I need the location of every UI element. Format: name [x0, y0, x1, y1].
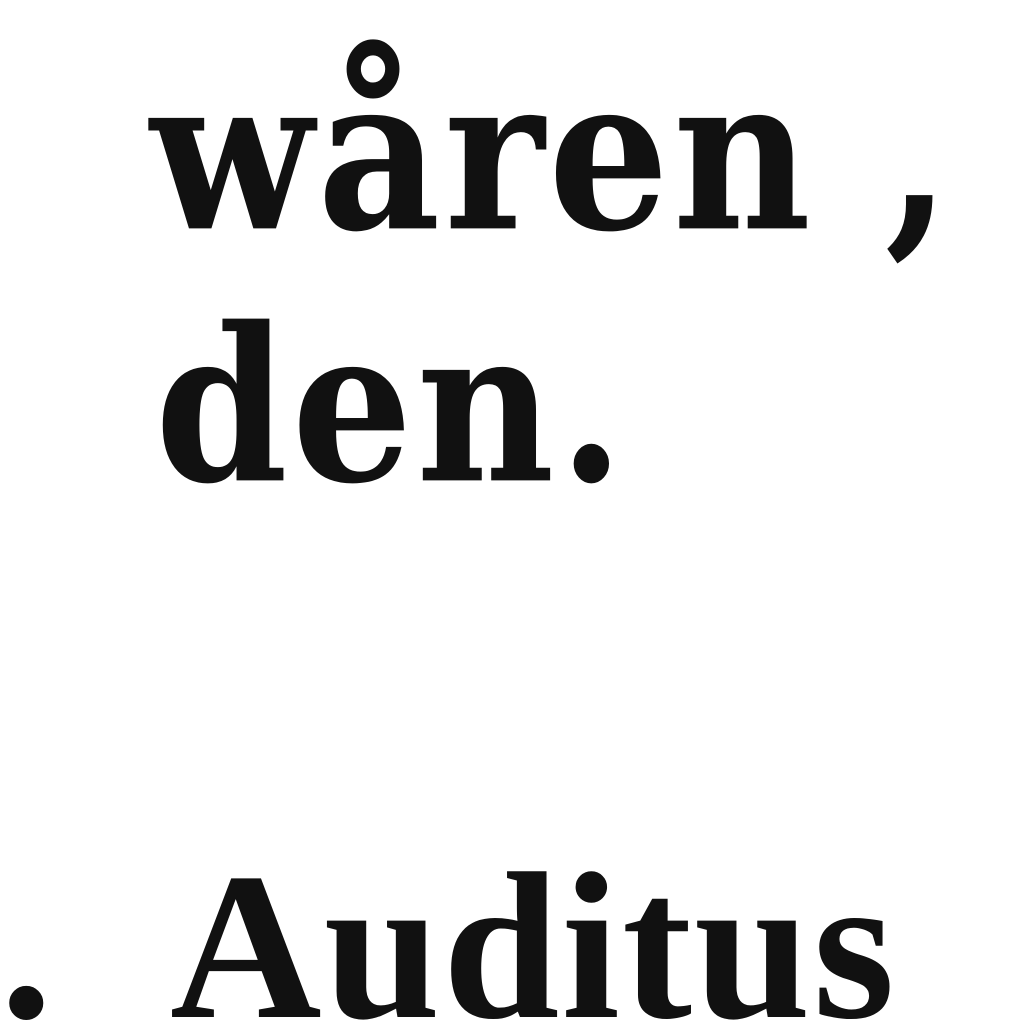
text-line-3 [0, 831, 897, 1024]
text-line-3-leading-punctuation: . [0, 831, 55, 1024]
text-line-2: den. [155, 280, 629, 531]
text-line-1: wåren , [150, 28, 955, 279]
text-line-3-word: Auditus [170, 831, 897, 1024]
